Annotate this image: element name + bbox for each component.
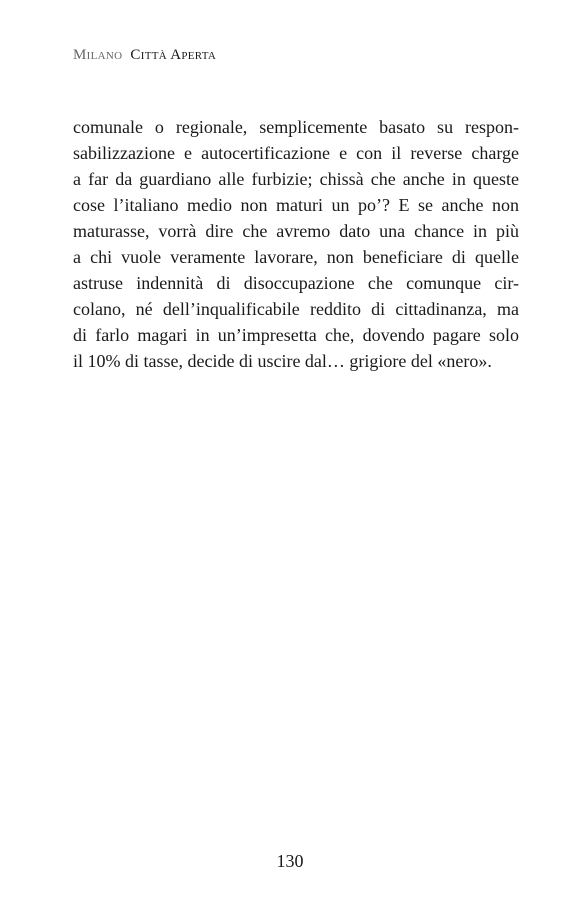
running-header xyxy=(73,47,216,64)
page-number: 130 xyxy=(276,851,304,871)
text-line: maturasse, vorrà dire che avremo dato una chance in più xyxy=(73,221,519,241)
text-line: cose l’italiano medio non maturi un po’? E se anche non xyxy=(73,195,519,215)
text-line: di farlo magari in un’impresetta che, dovendo pagare solo xyxy=(73,325,519,345)
text-line: il 10% di tasse, decide di uscire dal… grigiore del «nero». xyxy=(73,351,492,371)
text-line: astruse indennità di disoccupazione che comunque cir- xyxy=(73,273,519,293)
text-line: sabilizzazione e autocertificazione e con il reverse charge xyxy=(73,143,519,163)
book-title: Città Aperta xyxy=(130,47,217,63)
text-line: comunale o regionale, semplicemente basato su respon- xyxy=(73,117,519,137)
text-line: a far da guardiano alle furbizie; chissà che anche in queste xyxy=(73,169,519,189)
text-line: colano, né dell’inqualificabile reddito di cittadinanza, ma xyxy=(73,299,519,319)
body-paragraph xyxy=(73,114,519,374)
text-line: a chi vuole veramente lavorare, non beneficiare di quelle xyxy=(73,247,519,267)
series-name: Milano xyxy=(73,47,123,63)
